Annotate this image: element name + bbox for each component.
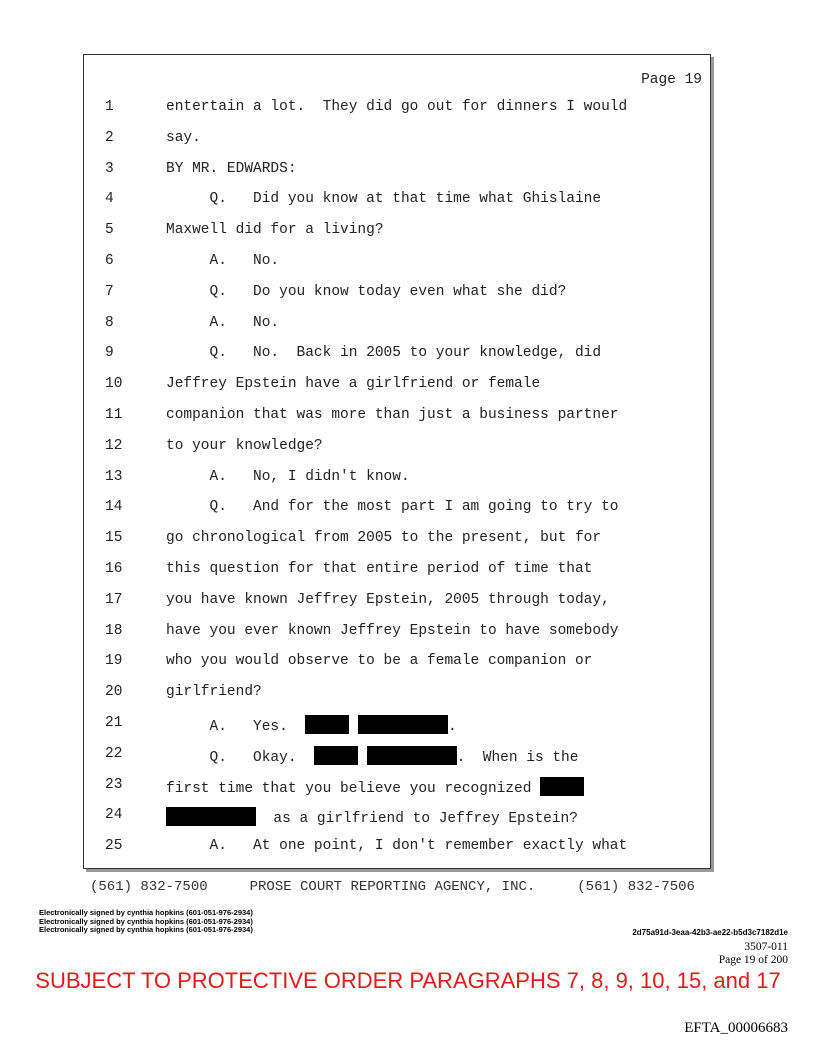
redaction-box — [305, 715, 349, 734]
text-segment: say. — [166, 129, 201, 146]
efta-bates-number: EFTA_00006683 — [684, 1020, 788, 1036]
text-segment: Q. Did you know at that time what Ghislaine — [166, 191, 602, 208]
text-segment: . — [447, 718, 457, 735]
text-segment: go chronological from 2005 to the present, but for — [166, 530, 602, 547]
transcript-line — [84, 253, 710, 284]
transcript-page — [83, 54, 711, 869]
text-segment: Q. Okay. — [166, 749, 314, 766]
transcript-line — [84, 222, 710, 253]
text-segment: A. No. — [166, 314, 280, 331]
transcript-line — [84, 623, 710, 654]
line-number: 21 — [105, 714, 123, 731]
line-text — [166, 407, 618, 423]
transcript-line — [84, 684, 710, 715]
text-segment: you have known Jeffrey Epstein, 2005 through today, — [166, 591, 610, 608]
line-number: 1 — [105, 99, 114, 115]
text-segment: who you would observe to be a female companion or — [166, 653, 593, 670]
document-hash: 2d75a91d-3eaa-42b3-ae22-b5d3c7182d1e — [632, 928, 788, 937]
redaction-box — [166, 807, 256, 826]
protective-order-notice: SUBJECT TO PROTECTIVE ORDER PARAGRAPHS 7, 8, 9, 10, 15, and 17 — [35, 968, 781, 993]
line-text — [166, 838, 627, 854]
line-number: 15 — [105, 530, 123, 547]
line-text — [166, 99, 627, 115]
line-text — [166, 438, 323, 454]
line-number: 18 — [105, 622, 123, 639]
text-segment: girlfriend? — [166, 684, 262, 701]
line-number: 3 — [105, 160, 114, 177]
line-number: 25 — [105, 838, 123, 855]
signature-line: Electronically signed by cynthia hopkins (601-051-976-2934) — [39, 916, 253, 926]
line-number: 9 — [105, 345, 114, 362]
line-text — [166, 469, 410, 485]
line-number: 12 — [105, 437, 123, 454]
line-text — [166, 191, 601, 207]
line-number: 24 — [105, 807, 123, 824]
line-text — [166, 161, 297, 177]
line-text — [166, 253, 279, 269]
transcript-line — [84, 807, 710, 838]
transcript-line — [84, 530, 710, 561]
line-text — [166, 561, 592, 577]
text-segment: Q. Do you know today even what she did? — [166, 283, 567, 300]
line-text — [166, 376, 540, 392]
transcript-line — [84, 376, 710, 407]
signature-line: Electronically signed by cynthia hopkins (601-051-976-2934) — [39, 908, 253, 917]
line-number: 19 — [105, 653, 123, 670]
text-segment: have you ever known Jeffrey Epstein to have somebody — [166, 622, 619, 639]
transcript-line — [84, 407, 710, 438]
redaction-box — [367, 746, 457, 765]
text-segment: companion that was more than just a business partner — [166, 406, 619, 423]
transcript-line — [84, 469, 710, 500]
text-segment: Jeffrey Epstein have a girlfriend or female — [166, 376, 541, 393]
text-segment: Maxwell did for a living? — [166, 222, 384, 239]
line-number: 5 — [105, 222, 114, 239]
line-number: 2 — [105, 129, 114, 146]
line-number: 4 — [105, 191, 114, 208]
transcript-lines — [84, 99, 710, 869]
exhibit-number: 3507-011 — [744, 941, 788, 953]
transcript-line — [84, 284, 710, 315]
redaction-box — [358, 715, 448, 734]
text-segment: A. Yes. — [166, 718, 306, 735]
text-segment: Q. And for the most part I am going to try to — [166, 499, 619, 516]
page-of-total: Page 19 of 200 — [718, 954, 788, 966]
transcript-line — [84, 130, 710, 161]
line-text — [166, 715, 457, 735]
line-number: 10 — [105, 376, 123, 393]
line-text — [166, 345, 601, 361]
line-number: 20 — [105, 684, 123, 701]
transcript-line — [84, 653, 710, 684]
line-number: 8 — [105, 314, 114, 331]
transcript-line — [84, 161, 710, 192]
line-number: 7 — [105, 283, 114, 300]
transcript-line — [84, 746, 710, 777]
line-text — [166, 592, 610, 608]
line-text — [166, 222, 384, 238]
transcript-line — [84, 191, 710, 222]
redaction-box — [540, 777, 584, 796]
reporting-agency-footer: (561) 832-7500 PROSE COURT REPORTING AGENCY, INC. (561) 832-7506 — [90, 879, 695, 895]
line-text — [166, 130, 201, 146]
transcript-line — [84, 315, 710, 346]
transcript-line — [84, 561, 710, 592]
line-text — [166, 530, 601, 546]
transcript-line — [84, 838, 710, 869]
line-number: 16 — [105, 560, 123, 577]
line-number: 13 — [105, 468, 123, 485]
text-segment: A. At one point, I don't remember exactly what — [166, 838, 628, 855]
text-segment: BY MR. EDWARDS: — [166, 160, 297, 177]
redaction-box — [314, 746, 358, 765]
text-segment: A. No. — [166, 252, 280, 269]
line-text — [166, 746, 578, 766]
transcript-line — [84, 777, 710, 808]
line-number: 11 — [105, 406, 123, 423]
line-number: 23 — [105, 776, 123, 793]
line-text — [166, 653, 592, 669]
line-number: 14 — [105, 499, 123, 516]
text-segment: A. No, I didn't know. — [166, 468, 410, 485]
signature-block — [39, 909, 253, 935]
line-number: 6 — [105, 252, 114, 269]
page-number: Page 19 — [641, 72, 702, 88]
line-text — [166, 499, 618, 515]
transcript-line — [84, 592, 710, 623]
transcript-line — [84, 499, 710, 530]
line-text — [166, 623, 618, 639]
line-number: 22 — [105, 745, 123, 762]
text-segment: entertain a lot. They did go out for dinners I would — [166, 99, 628, 115]
line-text — [166, 777, 584, 797]
text-segment: first time that you believe you recognized — [166, 780, 541, 797]
transcript-line — [84, 345, 710, 376]
line-text — [166, 684, 262, 700]
text-segment — [358, 750, 367, 766]
line-text — [166, 807, 578, 827]
transcript-line — [84, 715, 710, 746]
line-number: 17 — [105, 591, 123, 608]
line-text — [166, 315, 279, 331]
exhibit-info — [719, 941, 788, 967]
transcript-line — [84, 99, 710, 130]
line-text — [166, 284, 566, 300]
signature-line: Electronically signed by cynthia hopkins (601-051-976-2934) — [39, 925, 253, 934]
text-segment: this question for that entire period of time that — [166, 560, 593, 577]
text-segment — [349, 719, 358, 735]
text-segment: . When is the — [456, 749, 579, 766]
text-segment: Q. No. Back in 2005 to your knowledge, did — [166, 345, 602, 362]
text-segment: to your knowledge? — [166, 437, 323, 454]
text-segment: as a girlfriend to Jeffrey Epstein? — [256, 811, 578, 828]
transcript-line — [84, 438, 710, 469]
